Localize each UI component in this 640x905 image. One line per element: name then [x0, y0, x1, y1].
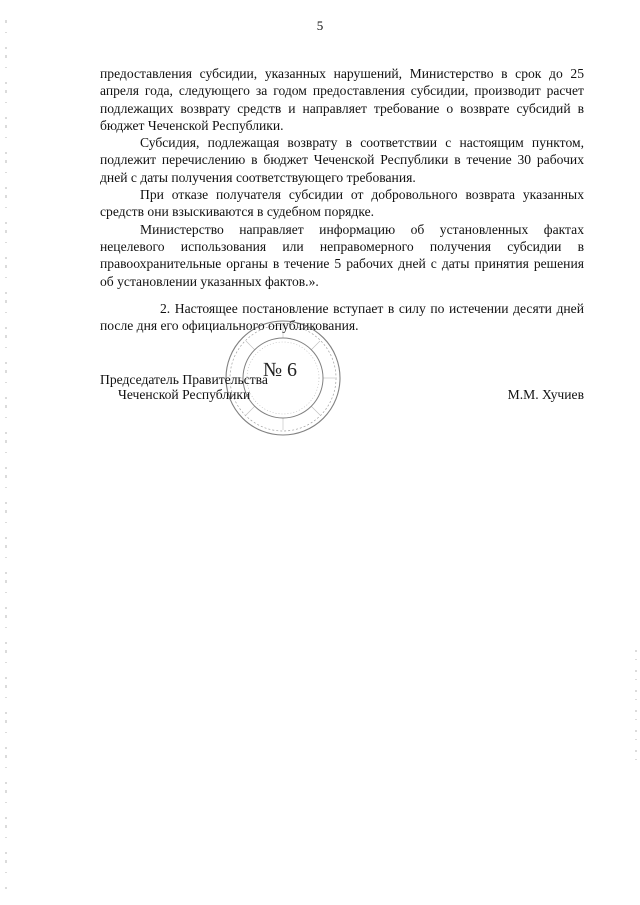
signatory-name: М.М. Хучиев [507, 387, 584, 402]
scan-edge-artifact-left [4, 20, 8, 890]
paragraph-refusal: При отказе получателя субсидии от добровольного возврата указанных средств они взыскиваются в судебном порядке. [100, 187, 584, 220]
paragraph-ministry-info: Министерство направляет информацию об установленных фактах нецелевого использования или неправомерного получения субсидии в правоохранительные органы в течение 5 рабочих дней с даты принятия решения об установлении указанных фактов.». [100, 221, 584, 289]
signatory-title-line1: Председатель Правительства [100, 372, 268, 387]
stamp-number: № 6 [262, 359, 298, 381]
signatory-title-line2: Чеченской Республики [118, 387, 251, 402]
document-body [100, 65, 584, 334]
paragraph-effective-date: 2. Настоящее постановление вступает в силу по истечении десяти дней после дня его официального опубликования. [100, 300, 584, 334]
scan-edge-artifact-right [634, 650, 638, 770]
paragraph-continuation: предоставления субсидии, указанных нарушений, Министерство в срок до 25 апреля года, следующего за годом предоставления субсидии, производит расчет подлежащих возврату средств и направляет требование о возврате субсидий в бюджет Чеченской Республики. [100, 66, 584, 133]
paragraph-subsidy-return: Субсидия, подлежащая возврату в соответствии с настоящим пунктом, подлежит перечислению в бюджет Чеченской Республики в течение 30 рабочих дней с даты получения соответствующего требования. [100, 135, 584, 185]
signature-block [100, 372, 584, 412]
page-number: 5 [316, 18, 324, 33]
